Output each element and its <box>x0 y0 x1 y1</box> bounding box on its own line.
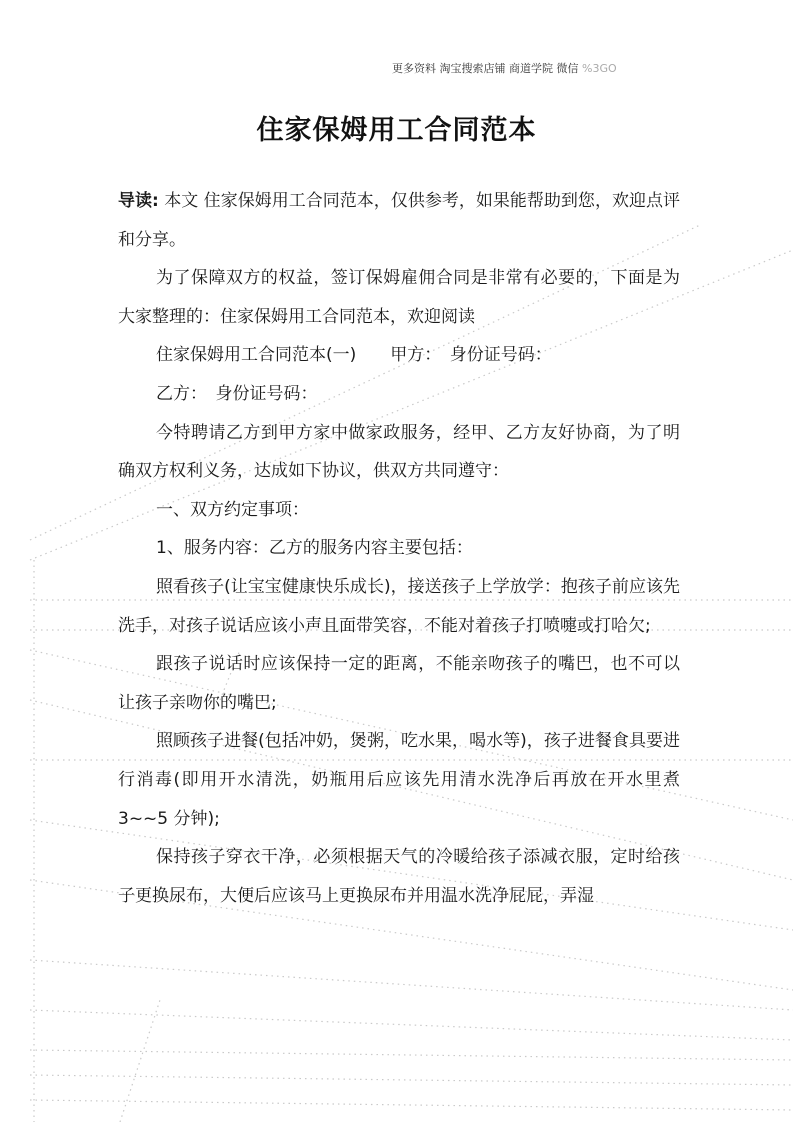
paragraph-9: 照顾孩子进餐(包括冲奶，煲粥，吃水果，喝水等)，孩子进餐食具要进行消毒(即用开水清洗，奶瓶用后应该先用清水洗净后再放在开水里煮 3~~5 分钟); <box>118 731 680 829</box>
paragraph-2: 住家保姆用工合同范本(一) 甲方： 身份证号码： <box>156 345 552 366</box>
paragraph-6: 1、服务内容：乙方的服务内容主要包括： <box>156 538 473 559</box>
paragraph-10: 保持孩子穿衣干净，必须根据天气的冷暖给孩子添减衣服，定时给孩子更换尿布，大便后应该马上更换尿布并用温水洗净屁屁，弄湿 <box>118 847 680 906</box>
intro-text: 本文 住家保姆用工合同范本，仅供参考，如果能帮助到您，欢迎点评和分享。 <box>118 191 680 250</box>
paragraph-8: 跟孩子说话时应该保持一定的距离，不能亲吻孩子的嘴巴，也不可以让孩子亲吻你的嘴巴; <box>118 654 680 713</box>
intro-paragraph <box>118 182 680 259</box>
paragraph-3: 乙方： 身份证号码： <box>156 383 318 404</box>
header-note-id: %3GO <box>582 62 617 75</box>
document-body <box>118 182 680 915</box>
document-title: 住家保姆用工合同范本 <box>256 115 537 146</box>
paragraph-5: 一、双方约定事项： <box>156 499 309 520</box>
paragraph-1: 为了保障双方的权益，签订保姆雇佣合同是非常有必要的，下面是为大家整理的：住家保姆用工合同范本，欢迎阅读 <box>118 268 680 327</box>
paragraph-7: 照看孩子(让宝宝健康快乐成长)，接送孩子上学放学：抱孩子前应该先洗手，对孩子说话应该小声且面带笑容，不能对着孩子打喷嚏或打哈欠; <box>118 576 680 636</box>
header-note <box>392 60 692 76</box>
intro-lead: 导读: <box>118 191 159 211</box>
paragraph-4: 今特聘请乙方到甲方家中做家政服务，经甲、乙方友好协商，为了明确双方权利义务，达成如下协议，供双方共同遵守： <box>118 422 680 482</box>
header-note-text: 更多资料 淘宝搜索店铺 商道学院 微信 <box>392 62 579 75</box>
